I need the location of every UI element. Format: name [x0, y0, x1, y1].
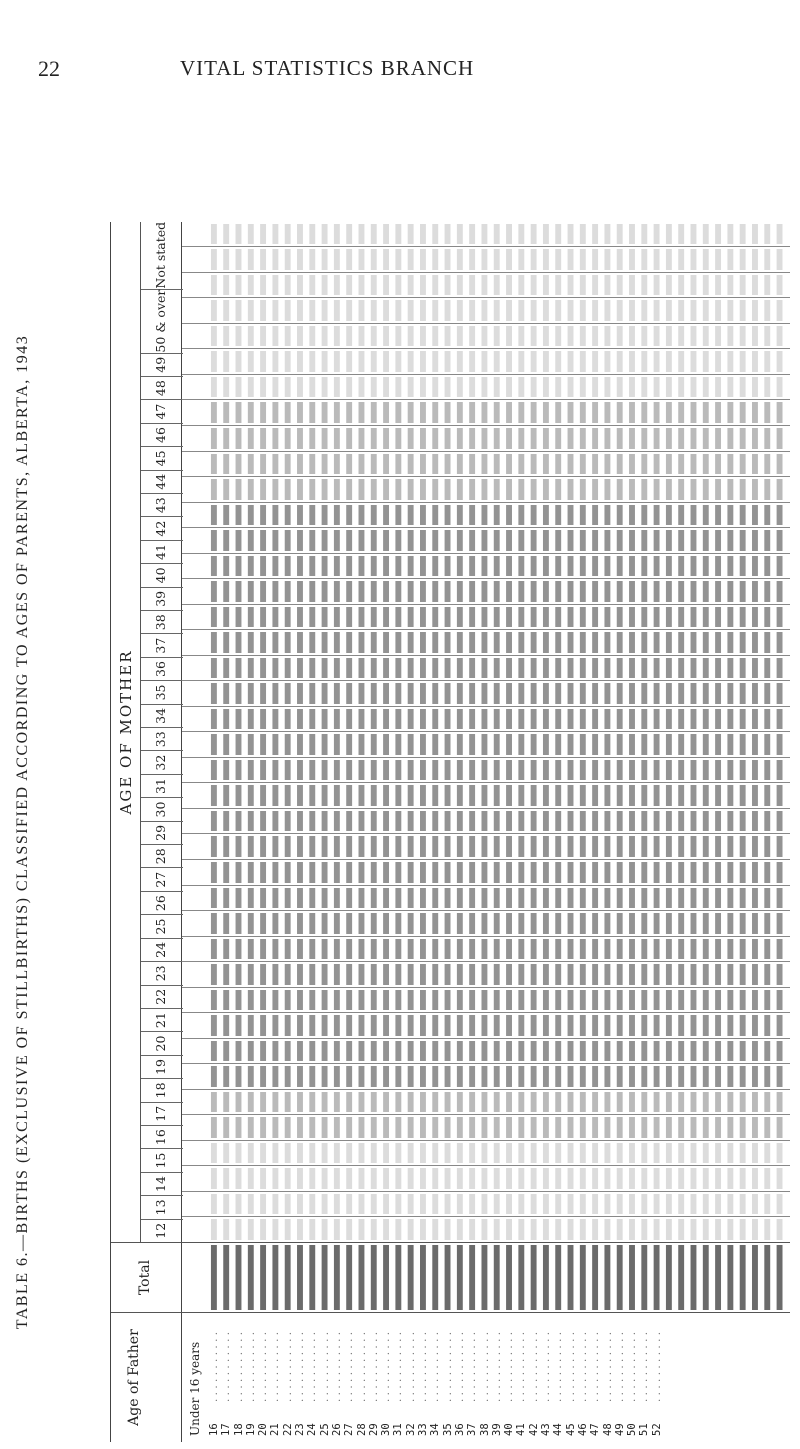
father-age-label: 37: [466, 1423, 479, 1436]
age-col: [182, 910, 790, 936]
page-number: 22: [38, 56, 60, 81]
age-col: [182, 476, 790, 502]
father-age-label: 29: [367, 1423, 380, 1436]
age-col: [182, 399, 790, 425]
father-age-label: 42: [527, 1423, 540, 1436]
father-age-label: 47: [589, 1423, 602, 1436]
leader-dots: . . . . . . . . . . . . . . . . . . . . . . . . . . . . . . . . . . . . . . . . . . . . . . . . . . . . . . . . . . . . . . . . . . . . . . . . . . . . . . . . . . . . . . . . . . . . . . . . . . . . . . . . . . . . . . . . . . . . . . . . . . . . . . . . . . . . . . . . . . . . . . . . . . . . . . . . . . . . . . . . . . . . . . . . . . . . . . . . . . . . . . . . . . . . . . . . . . . . . . . . . . . . . . . . . . . . . . . . . . . . . . . . . . . . . . . . . . . . . . . . . . . . . . . . . . . . . . . . . . . . . . . . . . . . . . . . . . . . . . . . . . . . . . . . . . . . . . . . . . . . . . . . . . . . . . . . . . . . . . . . . . . . . . . . . . . . . . . . . . . . . . . . . . . . . . . . . . . . . . . . . . . . . . . . . . . . . . . . . . . . . . . . . . . . . . . . . . . . . . . . . . . . . . .: [208, 1331, 663, 1402]
age-col: [182, 655, 790, 681]
father-age-label: 26: [330, 1423, 343, 1436]
mother-age-header: AGE OF MOTHER: [111, 222, 141, 1242]
age-col: [182, 885, 790, 911]
age-col-header: 32: [141, 750, 183, 773]
father-age-label: 52: [650, 1423, 663, 1436]
age-col: [182, 1165, 790, 1191]
age-col: [182, 961, 790, 987]
father-age-label: 31: [392, 1423, 405, 1436]
age-col-header: 13: [141, 1195, 183, 1218]
age-col: [182, 1140, 790, 1166]
father-age-label: 49: [613, 1423, 626, 1436]
table-body: [182, 222, 790, 1442]
age-col-header: 30: [141, 797, 183, 820]
age-col-header: 12: [141, 1219, 183, 1242]
age-col-header: 25: [141, 914, 183, 937]
age-col-header: 39: [141, 587, 183, 610]
father-age-label: 34: [429, 1423, 442, 1436]
father-age-label: 23: [294, 1423, 307, 1436]
father-age-header: Age of Father: [111, 1312, 183, 1442]
father-age-stub: [182, 1312, 790, 1442]
age-col: [182, 936, 790, 962]
age-col: [182, 782, 790, 808]
father-age-label: 38: [478, 1423, 491, 1436]
age-col: [182, 527, 790, 553]
age-col: [182, 272, 790, 298]
age-col: [182, 808, 790, 834]
father-age-label: 18: [232, 1423, 245, 1436]
age-col-header: 42: [141, 516, 183, 539]
age-col: [182, 222, 790, 247]
age-col-header: 23: [141, 961, 183, 984]
age-col: [182, 1191, 790, 1217]
age-col-header: 19: [141, 1055, 183, 1078]
age-col-header: 49: [141, 353, 183, 376]
age-col: [182, 246, 790, 272]
father-age-label: 32: [404, 1423, 417, 1436]
age-col-header: 34: [141, 704, 183, 727]
age-col-header: 14: [141, 1172, 183, 1195]
age-col: [182, 859, 790, 885]
father-age-label: 36: [453, 1423, 466, 1436]
age-col-header: 28: [141, 844, 183, 867]
father-age-label: 17: [220, 1423, 233, 1436]
father-age-label: 21: [269, 1423, 282, 1436]
table-title: TABLE 6.—BIRTHS (EXCLUSIVE OF STILLBIRTHS) CLASSIFIED ACCORDING TO AGES OF PARENTS, ALBERTA, 1943: [14, 334, 31, 1330]
age-col: [182, 604, 790, 630]
father-age-label: 22: [281, 1423, 294, 1436]
father-age-label: 39: [490, 1423, 503, 1436]
age-col: [182, 348, 790, 374]
father-age-label: 19: [244, 1423, 257, 1436]
age-col: [182, 502, 790, 528]
age-col: [182, 757, 790, 783]
mother-age-columns: [141, 222, 183, 1242]
running-head: VITAL STATISTICS BRANCH: [180, 56, 475, 80]
age-col-header: 18: [141, 1078, 183, 1101]
age-col-header: 38: [141, 610, 183, 633]
father-age-label: 41: [515, 1423, 528, 1436]
age-col: [182, 706, 790, 732]
father-age-label: 50: [626, 1423, 639, 1436]
father-age-label: 28: [355, 1423, 368, 1436]
age-col-header: 29: [141, 821, 183, 844]
age-col-header: 16: [141, 1125, 183, 1148]
age-col: [182, 680, 790, 706]
father-age-label: 51: [638, 1423, 651, 1436]
father-age-list: [208, 1406, 663, 1436]
age-col-header: 27: [141, 868, 183, 891]
age-col-header: 20: [141, 1031, 183, 1054]
age-col-header: 50 & over: [141, 289, 183, 353]
mother-age-grid: [182, 222, 790, 1242]
father-age-label: 48: [601, 1423, 614, 1436]
age-col: [182, 834, 790, 860]
age-col-header: 44: [141, 470, 183, 493]
age-col-header: 37: [141, 633, 183, 656]
age-col: [182, 425, 790, 451]
age-col-header: Not stated: [153, 221, 168, 289]
age-col-header: 46: [141, 423, 183, 446]
age-col-header: 17: [141, 1102, 183, 1125]
father-age-label: 30: [380, 1423, 393, 1436]
father-age-label: 16: [208, 1423, 220, 1436]
age-col-header: 35: [141, 680, 183, 703]
age-col: [182, 451, 790, 477]
age-col-header: 31: [141, 774, 183, 797]
father-age-label: 40: [503, 1423, 516, 1436]
father-age-label: 24: [306, 1423, 319, 1436]
age-col: [182, 1063, 790, 1089]
father-age-label: 20: [257, 1423, 270, 1436]
age-col-header: 22: [141, 985, 183, 1008]
father-age-label: 27: [343, 1423, 356, 1436]
total-header: Total: [111, 1242, 183, 1312]
age-col-header: 40: [141, 563, 183, 586]
age-col: [182, 1216, 790, 1242]
age-col-header: 47: [141, 399, 183, 422]
age-col: [182, 629, 790, 655]
age-col: [182, 731, 790, 757]
age-col: [182, 1038, 790, 1064]
age-col-header: 48: [141, 376, 183, 399]
age-col: [182, 1012, 790, 1038]
age-col: [182, 374, 790, 400]
age-col: [182, 578, 790, 604]
age-col: [182, 987, 790, 1013]
age-col-header: 45: [141, 446, 183, 469]
age-col-header: 24: [141, 938, 183, 961]
age-col-header: 33: [141, 727, 183, 750]
age-col: [182, 1089, 790, 1115]
age-col-header: 21: [141, 1008, 183, 1031]
father-age-label: 43: [540, 1423, 553, 1436]
age-col-header: 36: [141, 657, 183, 680]
age-col-header: 15: [141, 1148, 183, 1171]
age-col: [182, 323, 790, 349]
total-column: [182, 1242, 790, 1312]
father-row-under-16: Under 16 years: [188, 1341, 202, 1436]
father-age-label: 44: [552, 1423, 565, 1436]
age-col-header: 26: [141, 891, 183, 914]
father-age-label: 45: [564, 1423, 577, 1436]
age-col: [182, 553, 790, 579]
age-col: [182, 297, 790, 323]
father-age-label: 33: [417, 1423, 430, 1436]
father-age-label: 25: [318, 1423, 331, 1436]
father-age-label: 35: [441, 1423, 454, 1436]
father-age-label: 46: [576, 1423, 589, 1436]
age-col: [182, 1114, 790, 1140]
age-col-header: 41: [141, 540, 183, 563]
age-col-header: 43: [141, 493, 183, 516]
table-header: [110, 222, 182, 1442]
total-figures: [208, 1245, 786, 1310]
rotated-table: [14, 221, 790, 1442]
